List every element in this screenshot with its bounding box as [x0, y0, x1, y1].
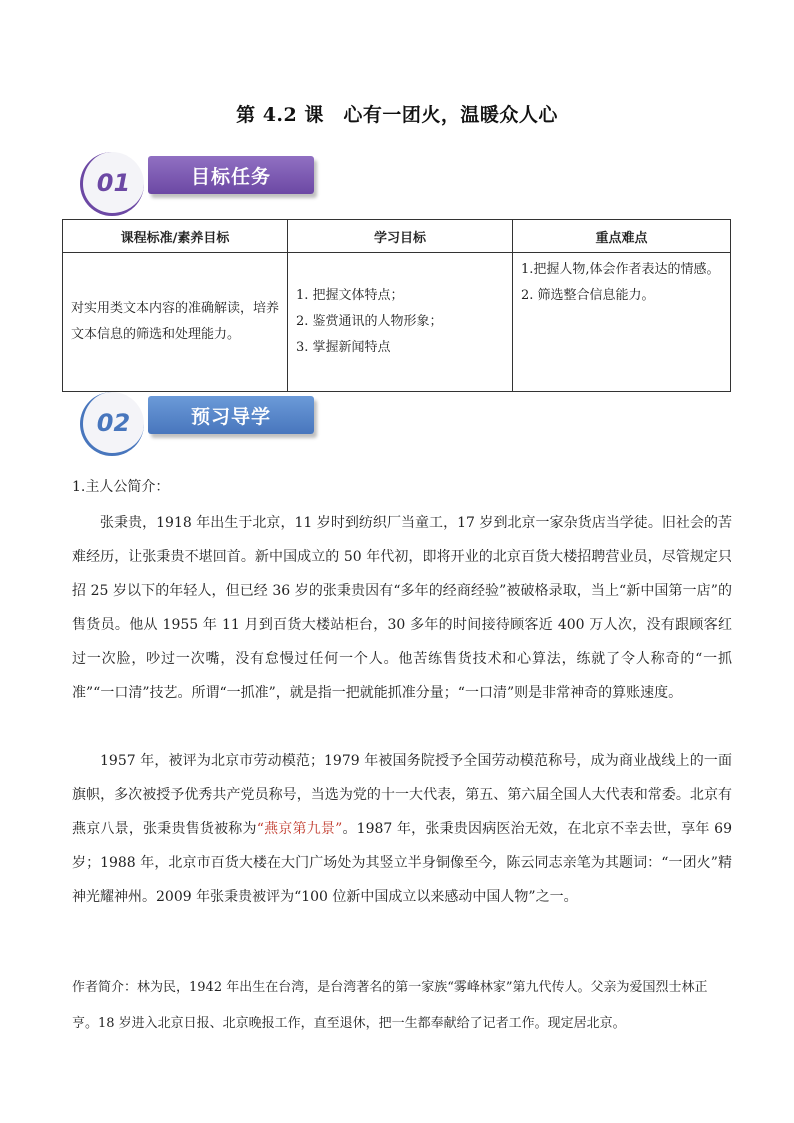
table-header-standard: 课程标准/素养目标 [63, 220, 288, 253]
goals-table [62, 219, 731, 392]
section-label: 预习导学 [148, 396, 314, 434]
objective-item: 3. 掌握新闻特点 [296, 340, 391, 355]
section-number-badge: 02 [80, 392, 144, 456]
section-number-badge: 01 [80, 152, 144, 216]
biography-paragraph-2: 1957 年，被评为北京市劳动模范；1979 年被国务院授予全国劳动模范称号，成为商业战线上的一面旗帜，多次被授予优秀共产党员称号，当选为党的十一大代表，第五、第六届全国人大代表和常委。北京有燕京八景，张秉贵售货被称为“燕京第九景”。1987 年，张秉贵因病医治无效，在北京不幸去世，享年 69 岁；1988 年，北京市百货大楼在大门广场处为其竖立半身铜像至今，陈云同志亲笔为其题词：“一团火”精神光耀神州。2009 年张秉贵被评为“100 位新中国成立以来感动中国人物”之一。 [72, 753, 732, 905]
table-header-objective: 学习目标 [288, 220, 513, 253]
section-label: 目标任务 [148, 156, 314, 194]
highlight-text: “燕京第九景” [256, 821, 343, 837]
keypoint-item: 2. 筛选整合信息能力。 [521, 288, 655, 303]
objective-item: 1. 把握文体特点； [296, 288, 404, 303]
biography-paragraph-1: 张秉贵，1918 年出生于北京，11 岁时到纺织厂当童工，17 岁到北京一家杂货店当学徒。旧社会的苦难经历，让张秉贵不堪回首。新中国成立的 50 年代初，即将开业的北京百货大楼招聘营业员，尽管规定只招 25 岁以下的年轻人，但已经 36 岁的张秉贵因有“多年的经商经验”被破格录取，当上“新中国第一店”的售货员。他从 1955 年 11 月到百货大楼站柜台，30 多年的时间接待顾客近 400 万人次，没有跟顾客红过一次脸，吵过一次嘴，没有怠慢过任何一个人。他苦练售货技术和心算法，练就了令人称奇的“一抓准”“一口清”技艺。所谓“一抓准”，就是指一把就能抓准分量；“一口清”则是非常神奇的算账速度。 [72, 515, 732, 701]
page-title: 第 4.2 课 心有一团火，温暖众人心 [236, 104, 558, 126]
section-header-preview [76, 392, 336, 456]
section-header-goals [76, 152, 336, 216]
intro-label: 1.主人公简介： [72, 479, 170, 495]
table-cell-keypoints [513, 253, 731, 392]
author-intro: 作者简介：林为民，1942 年出生在台湾，是台湾著名的第一家族“雾峰林家”第九代传人。父亲为爱国烈士林正亨。18 岁进入北京日报、北京晚报工作，直至退休，把一生都奉献给了记者工作。现定居北京。 [72, 980, 708, 1031]
objective-item: 2. 鉴赏通讯的人物形象； [296, 314, 443, 329]
keypoint-item: 1.把握人物,体会作者表达的情感。 [521, 262, 720, 277]
table-header-keypoints: 重点难点 [513, 220, 731, 253]
table-cell-standard: 对实用类文本内容的准确解读，培养文本信息的筛选和处理能力。 [63, 253, 288, 392]
table-cell-objectives [288, 253, 513, 392]
